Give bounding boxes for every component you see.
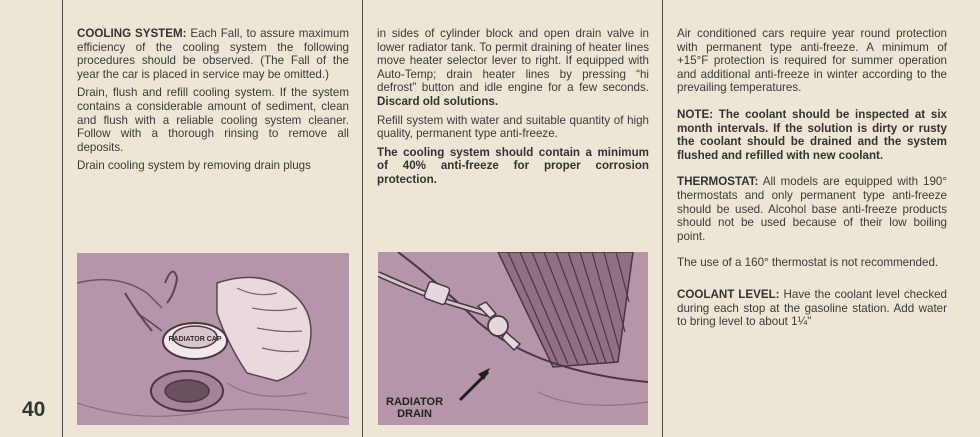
refill-paragraph: Refill system with water and suitable quantity of high quality, permanent type anti-freeze. xyxy=(377,113,649,141)
column-2 xyxy=(377,27,649,192)
column-1 xyxy=(77,27,349,178)
radiator-drain-photo xyxy=(378,252,648,425)
caption-line-1: RADIATOR xyxy=(386,396,444,408)
coolant-note-paragraph: NOTE: The coolant should be inspected at six month intervals. If the solution is dirty or rusty the coolant should be drained and the system flushed and refilled with new coolant. xyxy=(677,107,947,162)
drain-valve-body: in sides of cylinder block and open drain valve in lower radiator tank. To permit draining of heater lines move heater selector lever to right. If equipped with Auto-Temp; drain heater lines by pressing “hi defrost” button and idle engine for a few seconds. xyxy=(377,27,649,95)
radiator-cap-illustration xyxy=(77,253,349,425)
radiator-cap-photo xyxy=(77,253,349,425)
discard-solutions-emphasis: Discard old solutions. xyxy=(377,94,499,108)
column-3 xyxy=(677,27,947,334)
air-conditioned-paragraph: Air conditioned cars require year round protection with permanent type anti-freeze. A minimum of +15°F protection is required for summer operation and additional anti-freeze in winter according to the prevailing temperatures. xyxy=(677,27,947,95)
coolant-level-heading: COOLANT LEVEL: xyxy=(677,287,780,301)
minimum-antifreeze-paragraph: The cooling system should contain a minimum of 40% anti-freeze for proper corrosion protection. xyxy=(377,145,649,186)
coolant-level-paragraph xyxy=(677,288,947,329)
coolant-level-body: Have the coolant level checked during each stop at the gasoline station. Add water to bring level to about 1¼" xyxy=(677,287,948,329)
radiator-drain-caption xyxy=(386,396,443,420)
drain-plugs-paragraph: Drain cooling system by removing drain plugs xyxy=(77,159,311,173)
page-number: 40 xyxy=(22,398,46,421)
cap-lettering: RADIATOR CAP xyxy=(168,336,222,343)
column-divider-1 xyxy=(362,0,363,437)
caption-line-2: DRAIN xyxy=(397,408,432,420)
drain-flush-paragraph: Drain, flush and refill cooling system. If the system contains a considerable amount of sediment, clean and flush with a reliable cooling system cleaner. Follow with a thorough rinsing to remove all deposits. xyxy=(77,86,349,154)
thermostat-heading: THERMOSTAT: xyxy=(677,175,759,189)
thermostat-paragraph xyxy=(677,175,947,243)
cooling-system-heading: COOLING SYSTEM: xyxy=(77,27,187,40)
drain-valve-paragraph xyxy=(377,27,649,109)
thermostat-160-paragraph: The use of a 160° thermostat is not recommended. xyxy=(677,256,939,270)
margin-rule-left xyxy=(62,0,63,437)
column-divider-2 xyxy=(662,0,663,437)
cooling-system-paragraph xyxy=(77,27,349,81)
cooling-system-body: Each Fall, to assure maximum efficiency of the cooling system the following procedures should be observed. (The Fall of the year the car is placed in service may be omitted.) xyxy=(77,27,349,81)
thermostat-body: All models are equipped with 190° thermostats and only permanent type anti-freeze should be used. Alcohol base anti-freeze products should not be used because of their low boiling point. xyxy=(677,175,947,243)
